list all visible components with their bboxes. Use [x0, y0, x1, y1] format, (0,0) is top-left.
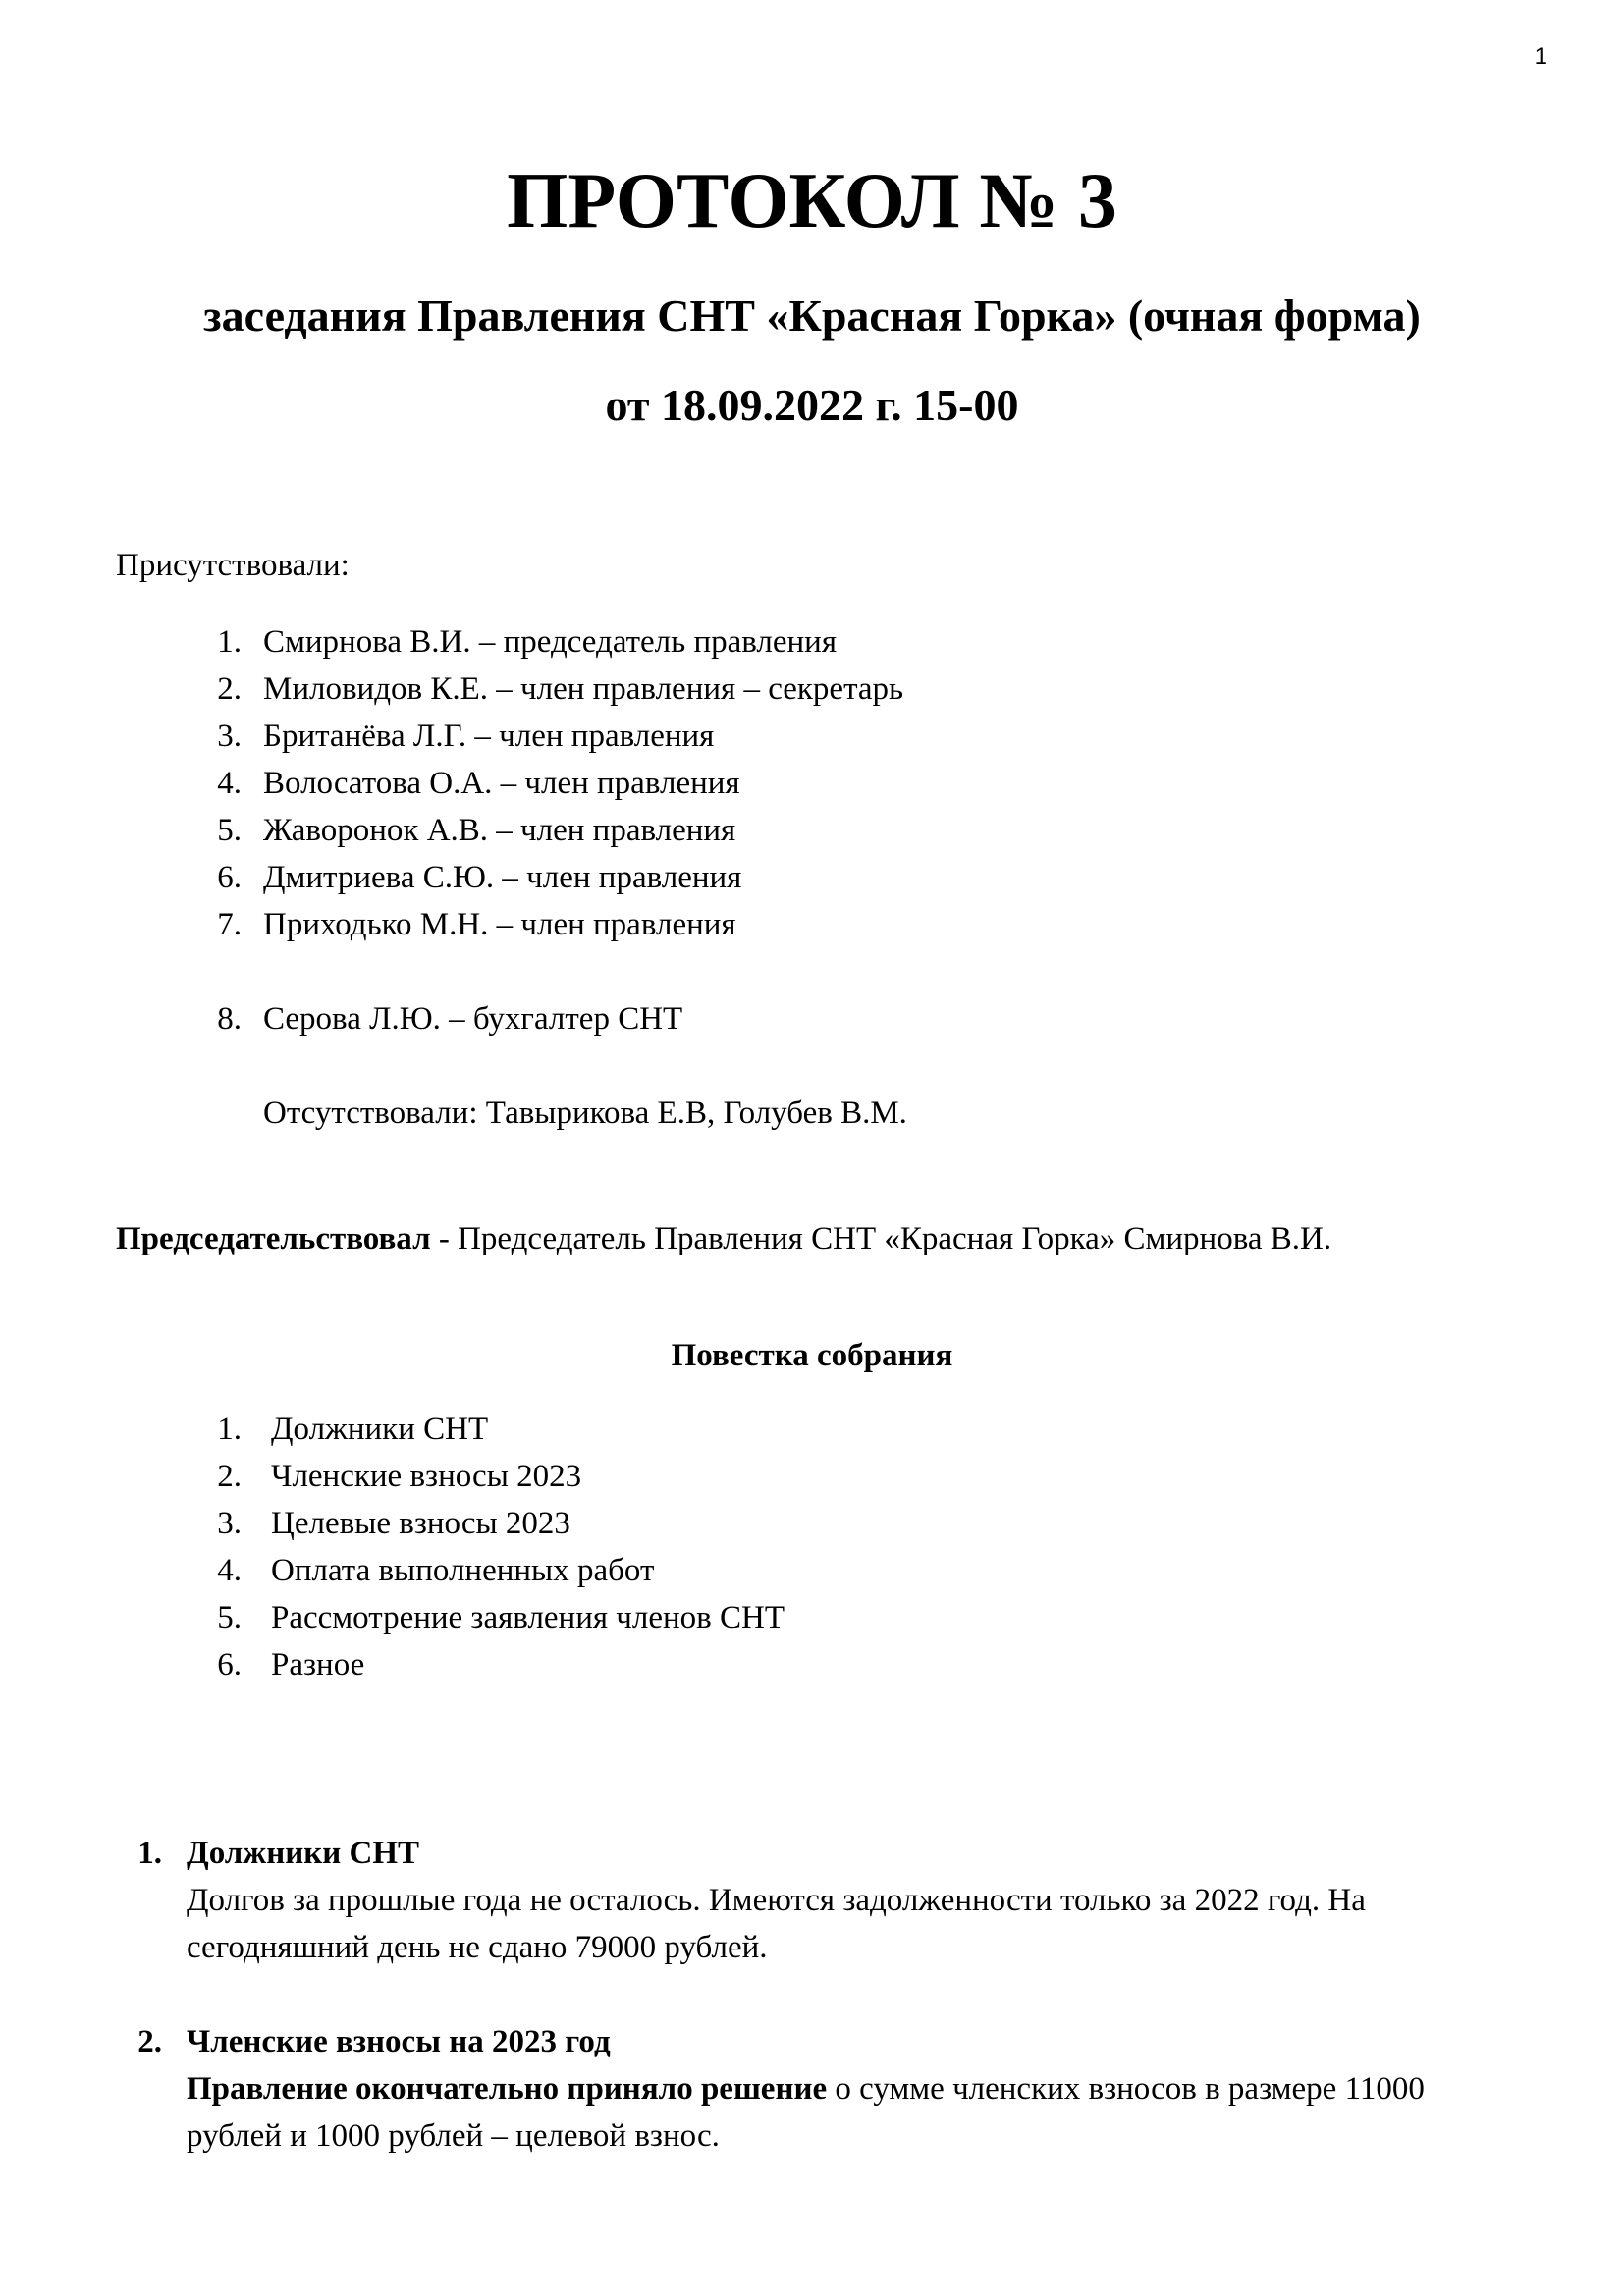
section-number: 2. [137, 2024, 162, 2059]
list-item-number: 5. [217, 813, 242, 848]
attendee-accountant [0, 995, 1624, 1042]
list-item-number: 6. [217, 1647, 242, 1682]
list-item [0, 1453, 1624, 1500]
section-body [187, 1877, 1561, 1971]
list-item [0, 666, 1624, 713]
attendee-list [0, 618, 1624, 948]
agenda-title: Повестка собрания [671, 1338, 953, 1373]
list-item-number: 2. [217, 1459, 242, 1494]
list-item-text: Рассмотрение заявления членов СНТ [271, 1600, 785, 1635]
list-item-number: 1. [217, 624, 242, 660]
list-item-number: 3. [217, 719, 242, 754]
page-number: 1 [1534, 43, 1547, 70]
list-item-text: Разное [271, 1647, 365, 1682]
present-label: Присутствовали: [116, 548, 350, 583]
list-item [0, 713, 1624, 760]
chaired-label: Председательствовал [116, 1221, 431, 1256]
agenda-list [0, 1406, 1624, 1688]
list-item [0, 1641, 1624, 1688]
section-body-line: Долгов за прошлые года не осталось. Имеются задолженности только за 2022 год. На [187, 1883, 1366, 1918]
list-item-number: 2. [217, 671, 242, 707]
document-date: от 18.09.2022 г. 15-00 [605, 380, 1019, 430]
section-number: 1. [137, 1836, 162, 1871]
list-item-text: Дмитриева С.Ю. – член правления [263, 860, 742, 895]
list-item-text: Миловидов К.Е. – член правления – секретарь [263, 671, 904, 707]
section-body-line: сегодняшний день не сдано 79000 рублей. [187, 1930, 768, 1965]
list-item-number: 7. [217, 907, 242, 942]
section-body [187, 2065, 1561, 2160]
list-item [0, 807, 1624, 854]
list-item [0, 1500, 1624, 1547]
list-item-text: Целевые взносы 2023 [271, 1506, 570, 1541]
decision-text: о сумме членских взносов в размере 11000 [827, 2071, 1425, 2107]
list-item-text: Оплата выполненных работ [271, 1553, 655, 1588]
section-title: Должники СНТ [187, 1836, 420, 1871]
list-item [0, 901, 1624, 948]
decision-label: Правление окончательно приняло решение [187, 2071, 828, 2107]
section-title: Членские взносы на 2023 год [187, 2024, 611, 2059]
list-item [0, 1406, 1624, 1453]
list-item-number: 1. [217, 1412, 242, 1447]
list-item-text: Должники СНТ [271, 1412, 489, 1447]
absent-list: Отсутствовали: Тавырикова Е.В, Голубев В.М. [263, 1095, 907, 1131]
list-item [0, 1547, 1624, 1594]
list-item-text: Приходько М.Н. – член правления [263, 907, 736, 942]
document-title: ПРОТОКОЛ № 3 [507, 158, 1117, 244]
list-item-text: Волосатова О.А. – член правления [263, 766, 740, 801]
list-item [0, 1594, 1624, 1641]
list-item-text: Смирнова В.И. – председатель правления [263, 624, 838, 660]
list-item-text: Серова Л.Ю. – бухгалтер СНТ [263, 1001, 683, 1037]
section-body-line [187, 2065, 1561, 2112]
list-item-number: 6. [217, 860, 242, 895]
list-item-text: Британёва Л.Г. – член правления [263, 719, 715, 754]
list-item [0, 618, 1624, 666]
list-item-number: 4. [217, 1553, 242, 1588]
chaired-by [116, 1215, 1331, 1262]
list-item-number: 3. [217, 1506, 242, 1541]
list-item-number: 4. [217, 766, 242, 801]
list-item [0, 760, 1624, 807]
list-item-text: Жаворонок А.В. – член правления [263, 813, 736, 848]
chaired-text: - Председатель Правления СНТ «Красная Горка» Смирнова В.И. [430, 1221, 1332, 1256]
list-item-number: 5. [217, 1600, 242, 1635]
list-item [0, 854, 1624, 901]
list-item-number: 8. [217, 1001, 242, 1037]
document-subtitle: заседания Правления СНТ «Красная Горка» (очная форма) [203, 291, 1421, 341]
list-item-text: Членские взносы 2023 [271, 1459, 582, 1494]
section-body-line: рублей и 1000 рублей – целевой взнос. [187, 2118, 720, 2154]
